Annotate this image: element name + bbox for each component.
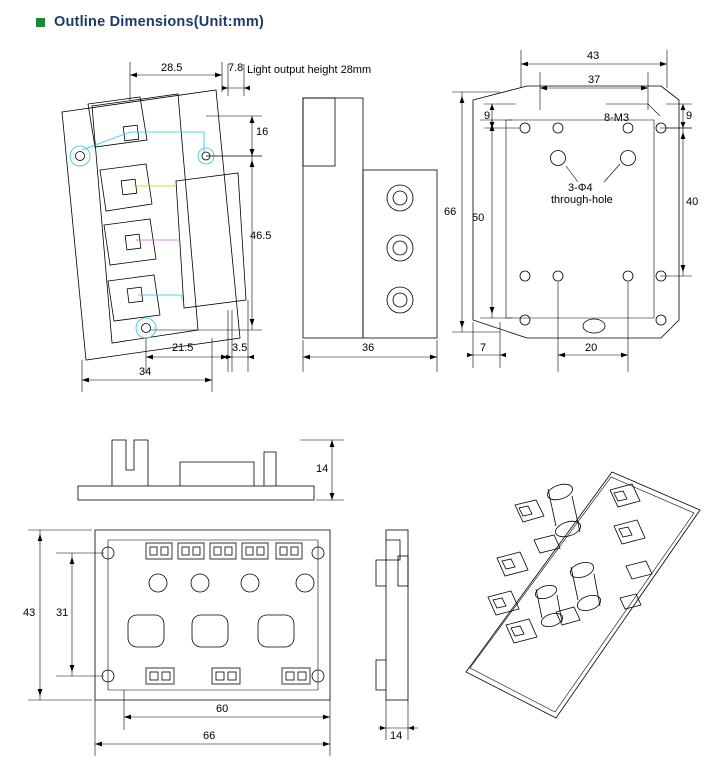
dim-14-right-label: 14 bbox=[390, 730, 403, 742]
dim-9-right-label: 9 bbox=[686, 110, 693, 122]
bottom-plan-view bbox=[28, 530, 330, 756]
narrow-side-view bbox=[376, 530, 418, 740]
isometric-pcb-view bbox=[466, 472, 700, 718]
edge-profile-view bbox=[78, 440, 344, 500]
dim-28-5-label: 28.5 bbox=[161, 62, 183, 74]
callout-3-phi4-label: 3-Φ4 bbox=[568, 182, 593, 194]
dim-3-5-label: 3.5 bbox=[232, 342, 248, 354]
dim-43-top-label: 43 bbox=[587, 50, 600, 62]
dim-7-label: 7 bbox=[480, 342, 487, 354]
callout-through-hole-label: through-hole bbox=[551, 194, 613, 206]
dim-14-top-label: 14 bbox=[316, 463, 329, 475]
dim-7-8-label: 7.8 bbox=[228, 62, 244, 74]
dim-34-label: 34 bbox=[139, 366, 152, 378]
dim-50-label: 50 bbox=[472, 212, 485, 224]
callout-8-m3-label: 8-M3 bbox=[604, 112, 630, 124]
dim-16-label: 16 bbox=[256, 126, 269, 138]
dim-20-label: 20 bbox=[585, 342, 598, 354]
dim-43-bottom-label: 43 bbox=[23, 607, 36, 619]
dim-66-left-label: 66 bbox=[444, 206, 457, 218]
dim-37-label: 37 bbox=[588, 74, 601, 86]
side-view bbox=[303, 98, 437, 372]
dim-60-label: 60 bbox=[216, 703, 229, 715]
dim-40-label: 40 bbox=[686, 196, 699, 208]
rear-mounting-panel-view bbox=[452, 50, 692, 372]
dim-66-bottom-label: 66 bbox=[203, 730, 216, 742]
light-output-note: Light output height 28mm bbox=[247, 64, 372, 76]
dim-9-left-label: 9 bbox=[484, 110, 491, 122]
dim-31-label: 31 bbox=[56, 607, 69, 619]
dim-36-label: 36 bbox=[362, 342, 375, 354]
dim-46-5-label: 46.5 bbox=[250, 230, 272, 242]
dim-21-5-label: 21.5 bbox=[172, 342, 194, 354]
page-title-text: Outline Dimensions(Unit:mm) bbox=[54, 14, 265, 30]
